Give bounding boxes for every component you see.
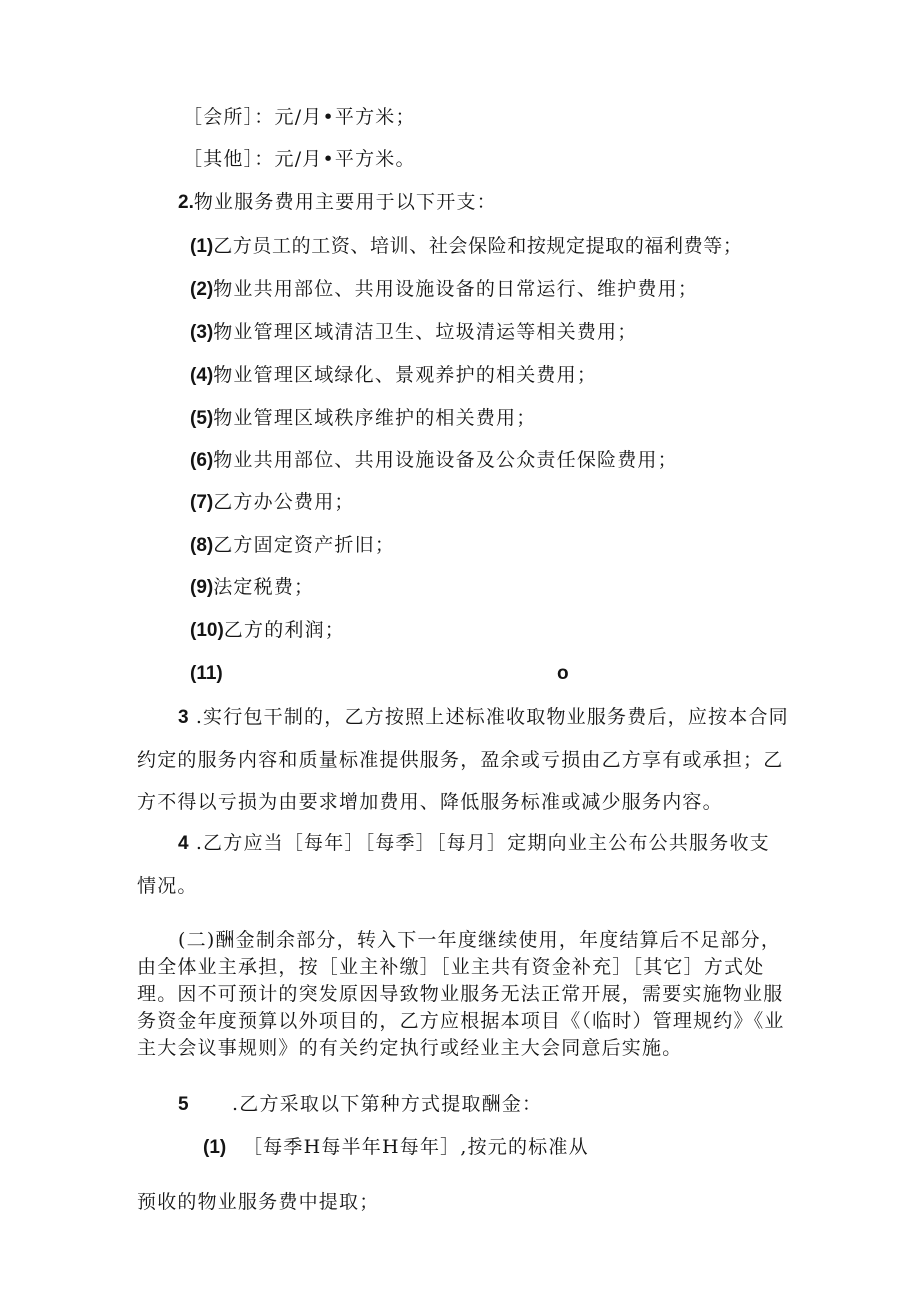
item-number: (1): [203, 1137, 227, 1158]
item-end-mark: o: [557, 663, 569, 684]
item-number: (1): [190, 236, 214, 257]
clause-3-line-1: [178, 705, 789, 730]
clause-3-line-3: [137, 790, 723, 814]
clause-4-line-1: [178, 831, 770, 856]
clause-5-heading-number: [178, 1092, 189, 1117]
fee-line-clubhouse: [183, 105, 416, 129]
fee-other-text: ［其他］：元/月•平方米。: [183, 148, 416, 170]
item-text: 物业管理区域绿化、景观养护的相关费用；: [213, 364, 598, 386]
para-text: 由全体业主承担，按［业主补缴］［业主共有资金补充］［其它］方式处: [137, 956, 765, 978]
expense-item-9: [190, 575, 314, 600]
clause-5-option-1: [243, 1135, 589, 1159]
item-number: (7): [190, 492, 214, 513]
item-text: 乙方固定资产折旧；: [213, 534, 396, 556]
para-text: 主大会议事规则》的有关约定执行或经业主大会同意后实施。: [137, 1037, 683, 1059]
item-text: 法定税费；: [213, 576, 315, 598]
remuneration-para-line-2: [137, 955, 764, 979]
item-number: (8): [190, 535, 214, 556]
expense-item-8: [190, 533, 395, 558]
section-text: 物业服务费用主要用于以下开支：: [193, 191, 497, 213]
remuneration-para-line-3: [137, 982, 783, 1006]
item-text: 乙方办公费用；: [213, 491, 355, 513]
item-text: ［每季H每半年H每年］,按元的标准从: [243, 1136, 589, 1158]
clause-text: .实行包干制的，乙方按照上述标准收取物业服务费后，应按本合同: [188, 706, 789, 728]
clause-5-option-1-cont: [137, 1190, 379, 1214]
expense-item-5: [190, 406, 536, 431]
item-number: (4): [190, 365, 214, 386]
clause-text: .乙方采取以下第种方式提取酬金：: [232, 1093, 543, 1115]
section-number: 2.: [178, 192, 194, 213]
expense-item-10: [190, 618, 345, 643]
clause-5-option-1-number: [203, 1135, 226, 1160]
section-2-heading: [178, 190, 497, 215]
item-number: (5): [190, 408, 214, 429]
para-text: 理。因不可预计的突发原因导致物业服务无法正常开展，需要实施物业服: [137, 983, 784, 1005]
remuneration-para-line-4: [137, 1009, 785, 1033]
item-text: 物业共用部位、共用设施设备及公众责任保险费用；: [213, 449, 678, 471]
item-number: (2): [190, 279, 214, 300]
clause-4-line-2: [137, 874, 198, 898]
fee-line-other: [183, 147, 416, 171]
expense-item-6: [190, 448, 678, 473]
fee-clubhouse-text: ［会所］：元/月•平方米；: [183, 106, 416, 128]
expense-item-11-end: [557, 661, 569, 686]
item-text: 乙方员工的工资、培训、社会保险和按规定提取的福利费等；: [213, 235, 743, 257]
item-number: (10): [190, 620, 224, 641]
clause-number: 3: [178, 707, 189, 728]
item-text: 物业管理区域清洁卫生、垃圾清运等相关费用；: [213, 321, 638, 343]
item-number: (9): [190, 577, 214, 598]
remuneration-para-line-5: [137, 1036, 682, 1060]
item-number: (11): [190, 663, 223, 684]
item-number: (3): [190, 322, 214, 343]
item-text: 物业共用部位、共用设施设备的日常运行、维护费用；: [213, 278, 699, 300]
item-text: 乙方的利润；: [223, 619, 345, 641]
clause-3-line-2: [137, 748, 783, 772]
clause-5-heading: [232, 1092, 542, 1116]
clause-number: 5: [178, 1094, 189, 1115]
para-text: 务资金年度预算以外项目的，乙方应根据本项目《（临时）管理规约》《业: [137, 1010, 785, 1032]
expense-item-4: [190, 363, 597, 388]
item-text: 预收的物业服务费中提取；: [137, 1191, 380, 1213]
expense-item-1: [190, 234, 742, 259]
expense-item-2: [190, 277, 698, 302]
remuneration-para-line-1: [178, 928, 781, 952]
clause-number: 4: [178, 833, 189, 854]
expense-item-7: [190, 490, 355, 515]
clause-text: 情况。: [137, 875, 198, 897]
clause-text: 约定的服务内容和质量标准提供服务，盈余或亏损由乙方享有或承担；乙: [137, 749, 784, 771]
item-number: (6): [190, 450, 214, 471]
para-text: (二)酬金制余部分，转入下一年度继续使用，年度结算后不足部分，: [178, 929, 782, 951]
clause-text: 方不得以亏损为由要求增加费用、降低服务标准或减少服务内容。: [137, 791, 723, 813]
item-text: 物业管理区域秩序维护的相关费用；: [213, 407, 537, 429]
expense-item-3: [190, 320, 637, 345]
expense-item-11: [190, 661, 223, 686]
clause-text: .乙方应当［每年］［每季］［每月］定期向业主公布公共服务收支: [188, 832, 770, 854]
